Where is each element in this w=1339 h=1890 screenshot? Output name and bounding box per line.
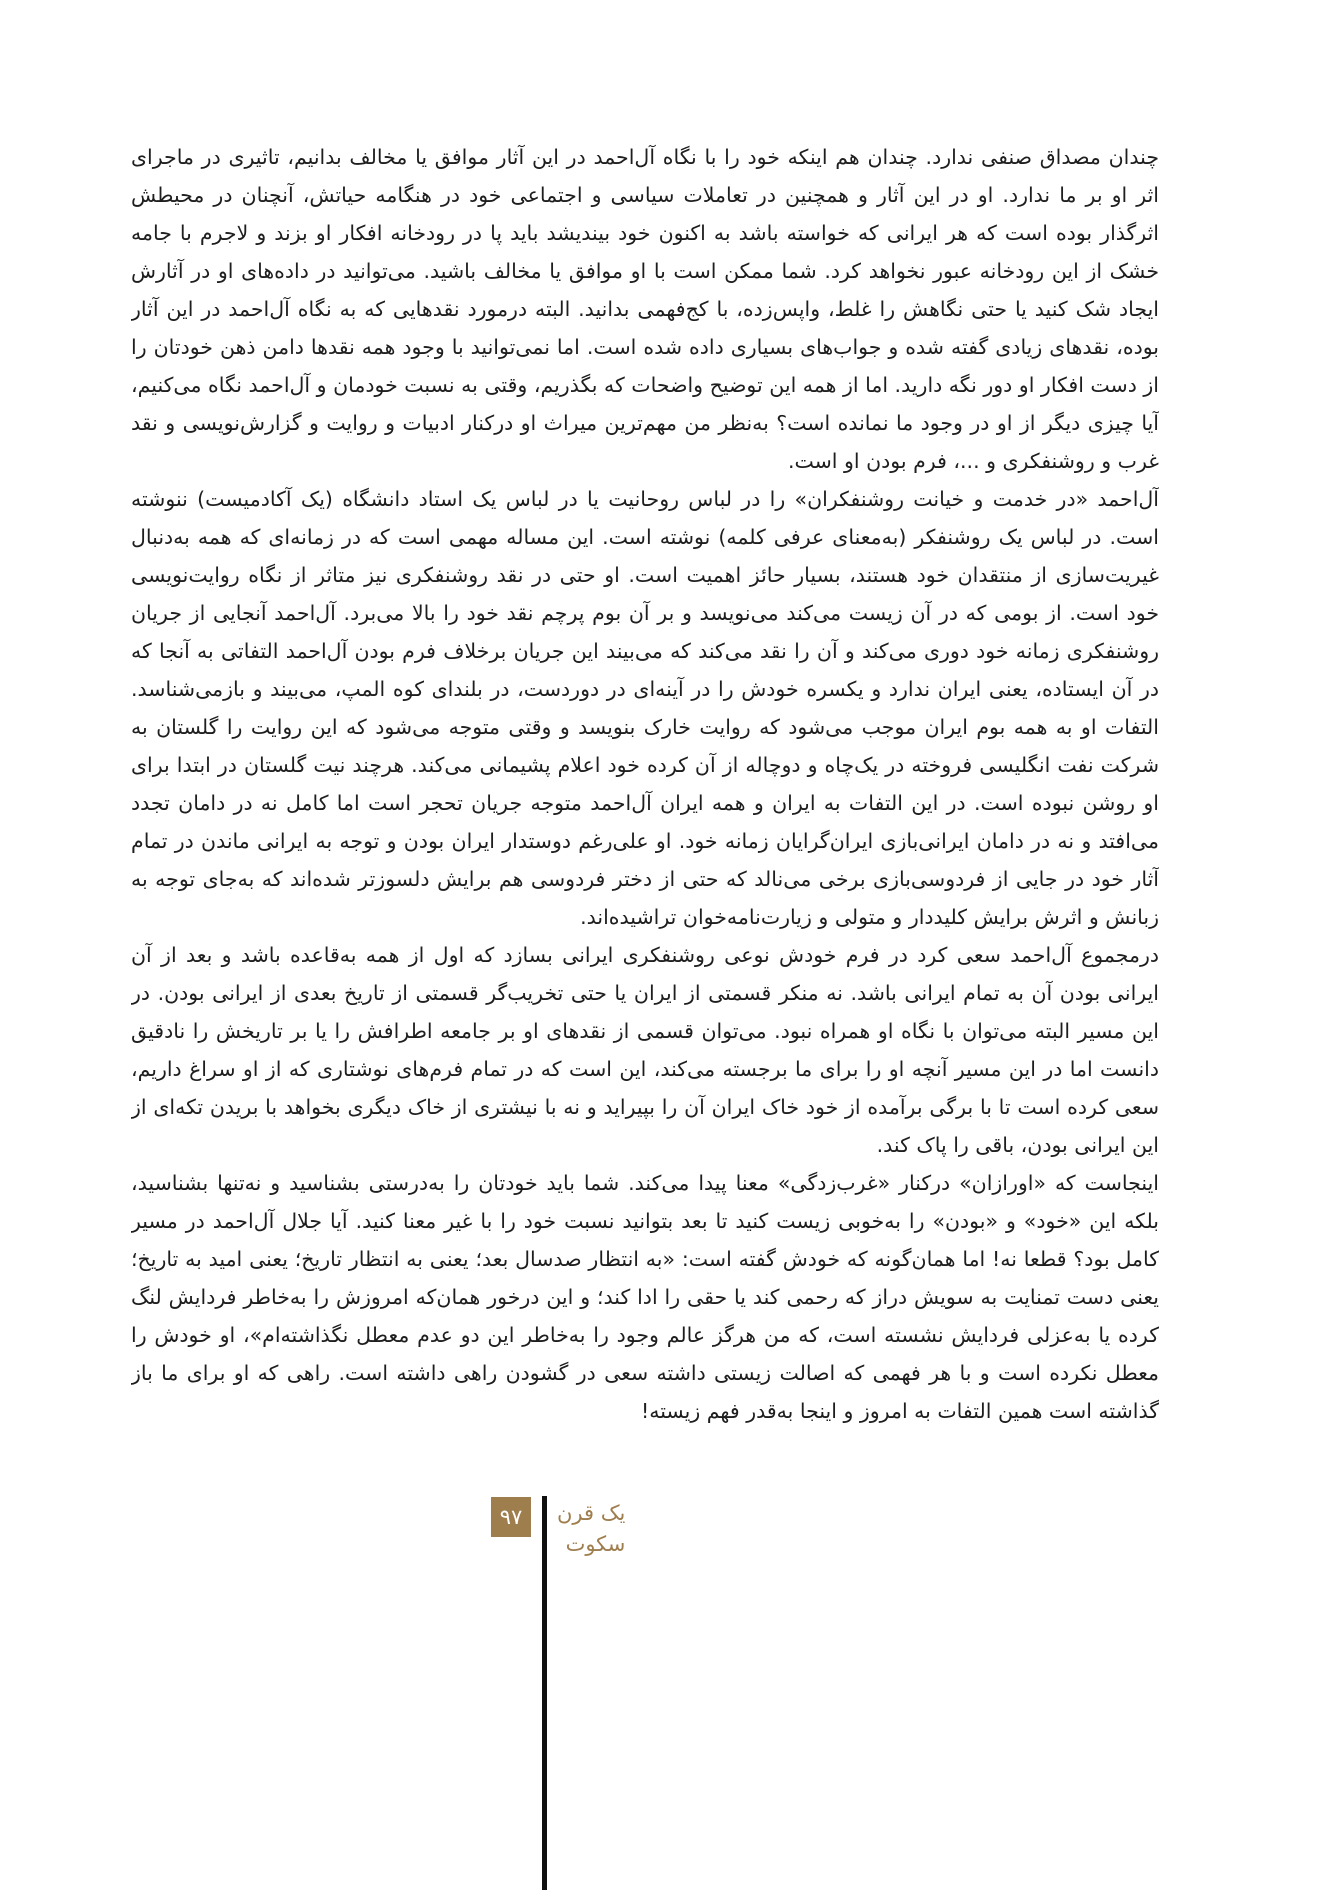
book-title <box>557 1498 625 1560</box>
article-body <box>131 138 1159 1430</box>
page-number: ۹۷ <box>499 1504 523 1529</box>
body-paragraph: آل‌احمد «در خدمت و خیانت روشنفکران» را در لباس روحانیت یا در لباس یک استاد دانشگاه (یک آکادمیست) ننوشته است. در لباس یک روشنفکر (به‌معنای عرفی کلمه) نوشته است. این مساله مهمی است که در زمانه‌ای که همه به‌دنبال غیریت‌سازی از منتقدان خود هستند، بسیار حائز اهمیت است. او حتی در نقد روشنفکری نیز متاثر از نگاه روایت‌نویسی خود است. از بومی که در آن زیست می‌کند می‌نویسد و بر آن بوم پرچم نقد خود را بالا می‌برد. آل‌احمد آنجایی از جریان روشنفکری زمانه خود دوری می‌کند و آن را نقد می‌کند که می‌بیند این جریان برخلاف فرم بودن آل‌احمد التفاتی به آنجا که در آن ایستاده، یعنی ایران ندارد و یکسره خودش را در آینه‌ای در دوردست، در بلندای کوه المپ، می‌بیند و بازمی‌شناسد. التفات او به همه بوم ایران موجب می‌شود که روایت خارک بنویسد و وقتی متوجه می‌شود که این روایت را گلستان به شرکت نفت انگلیسی فروخته در یک‌چاه و دوچاله از آن کرده خود اعلام پشیمانی می‌کند. هرچند نیت گلستان در ابتدا برای او روشن نبوده است. در این التفات به ایران و همه ایران آل‌احمد متوجه جریان تحجر است اما کامل نه در دامان تجدد می‌افتد و نه در دامان ایرانی‌بازی ایران‌گرایان زمانه خود. او علی‌رغم دوستدار ایران بودن و توجه به ایرانی ماندن در تمام آثار خود در جایی از فردوسی‌بازی برخی می‌نالد که حتی از دختر فردوسی هم برایش دلسوزتر شده‌اند که به‌جای توجه به زبانش و اثرش برایش کلیددار و متولی و زیارت‌نامه‌خوان تراشیده‌اند. <box>131 487 1159 929</box>
book-title-line-2: سکوت <box>565 1532 626 1556</box>
book-title-line-1: یک قرن <box>557 1501 626 1525</box>
body-paragraph: چندان مصداق صنفی ندارد. چندان هم اینکه خود را با نگاه آل‌احمد در این آثار موافق یا مخالف بدانیم، تاثیری در ماجرای اثر او بر ما ندارد. او در این آثار و همچنین در تعاملات سیاسی و اجتماعی خود در هنگامه حیاتش، آنچنان در محیطش اثرگذار بوده است که هر ایرانی که خواسته باشد به اکنون خود بیندیشد باید پا در رودخانه افکار او بزند و لاجرم با جامه خشک از این رودخانه عبور نخواهد کرد. شما ممکن است با او موافق یا مخالف باشید. می‌توانید در داده‌های او در آثارش ایجاد شک کنید یا حتی نگاهش را غلط، واپس‌زده، با کج‌فهمی بدانید. البته درمورد نقدهایی که به نگاه آل‌احمد در این آثار بوده، نقدهای زیادی گفته شده و جواب‌های بسیاری داده شده است. اما نمی‌توانید با وجود همه نقدها دامن ذهن خودتان را از دست افکار او دور نگه دارید. اما از همه این توضیح واضحات که بگذریم، وقتی به نسبت خودمان و آل‌احمد نگاه می‌کنیم، آیا چیزی دیگر از او در وجود ما نمانده است؟ به‌نظر من مهم‌ترین میراث او درکنار ادبیات و روایت و گزارش‌نویسی و نقد غرب و روشنفکری و ...، فرم بودن او است. <box>131 145 1159 473</box>
page-number-badge <box>491 1497 531 1537</box>
footer-divider-line <box>542 1496 547 1890</box>
body-paragraph: اینجاست که «اورازان» درکنار «غرب‌زدگی» معنا پیدا می‌کند. شما باید خودتان را به‌درستی بشناسید و نه‌تنها بشناسید، بلکه این «خود» و «بودن» را به‌خوبی زیست کنید تا بعد بتوانید نسبت خود را با غیر معنا کنید. آیا جلال آل‌احمد در مسیر کامل بود؟ قطعا نه! اما همان‌گونه که خودش گفته است: «به انتظار صدسال بعد؛ یعنی به انتظار تاریخ؛ یعنی امید به تاریخ؛ یعنی دست تمنایت به سویش دراز که رحمی کند یا حقی را ادا کند؛ و این درخور همان‌که امروزش را به‌خاطر فردایش لنگ کرده یا به‌عزلی فردایش نشسته است، که من هرگز عالم وجود را به‌خاطر این دو عدم معطل نگذاشته‌ام»، او خودش را معطل نکرده است و با هر فهمی که اصالت زیستی داشته سعی در گشودن راهی داشته است. راهی که او برای ما باز گذاشته است همین التفات به امروز و اینجا به‌قدر فهم زیسته! <box>131 1171 1159 1423</box>
body-paragraph: درمجموع آل‌احمد سعی کرد در فرم خودش نوعی روشنفکری ایرانی بسازد که اول از همه به‌قاعده باشد و بعد از آن ایرانی بودن آن به تمام ایرانی باشد. نه منکر قسمتی از ایران یا حتی تخریب‌گر قسمتی از تاریخ بعدی از ایرانی بودن. در این مسیر البته می‌توان با نگاه او همراه نبود. می‌توان قسمی از نقدهای او بر جامعه اطرافش را یا بر تاریخش را نادقیق دانست اما در این مسیر آنچه او را برای ما برجسته می‌کند، این است که در تمام فرم‌های نوشتاری که از او سراغ داریم، سعی کرده است تا با برگی برآمده از خود خاک ایران آن را بپیراید و نه با نیشتری از خاک دیگری بخواهد با بریدن تکه‌ای از این ایرانی بودن، باقی را پاک کند. <box>131 943 1159 1157</box>
